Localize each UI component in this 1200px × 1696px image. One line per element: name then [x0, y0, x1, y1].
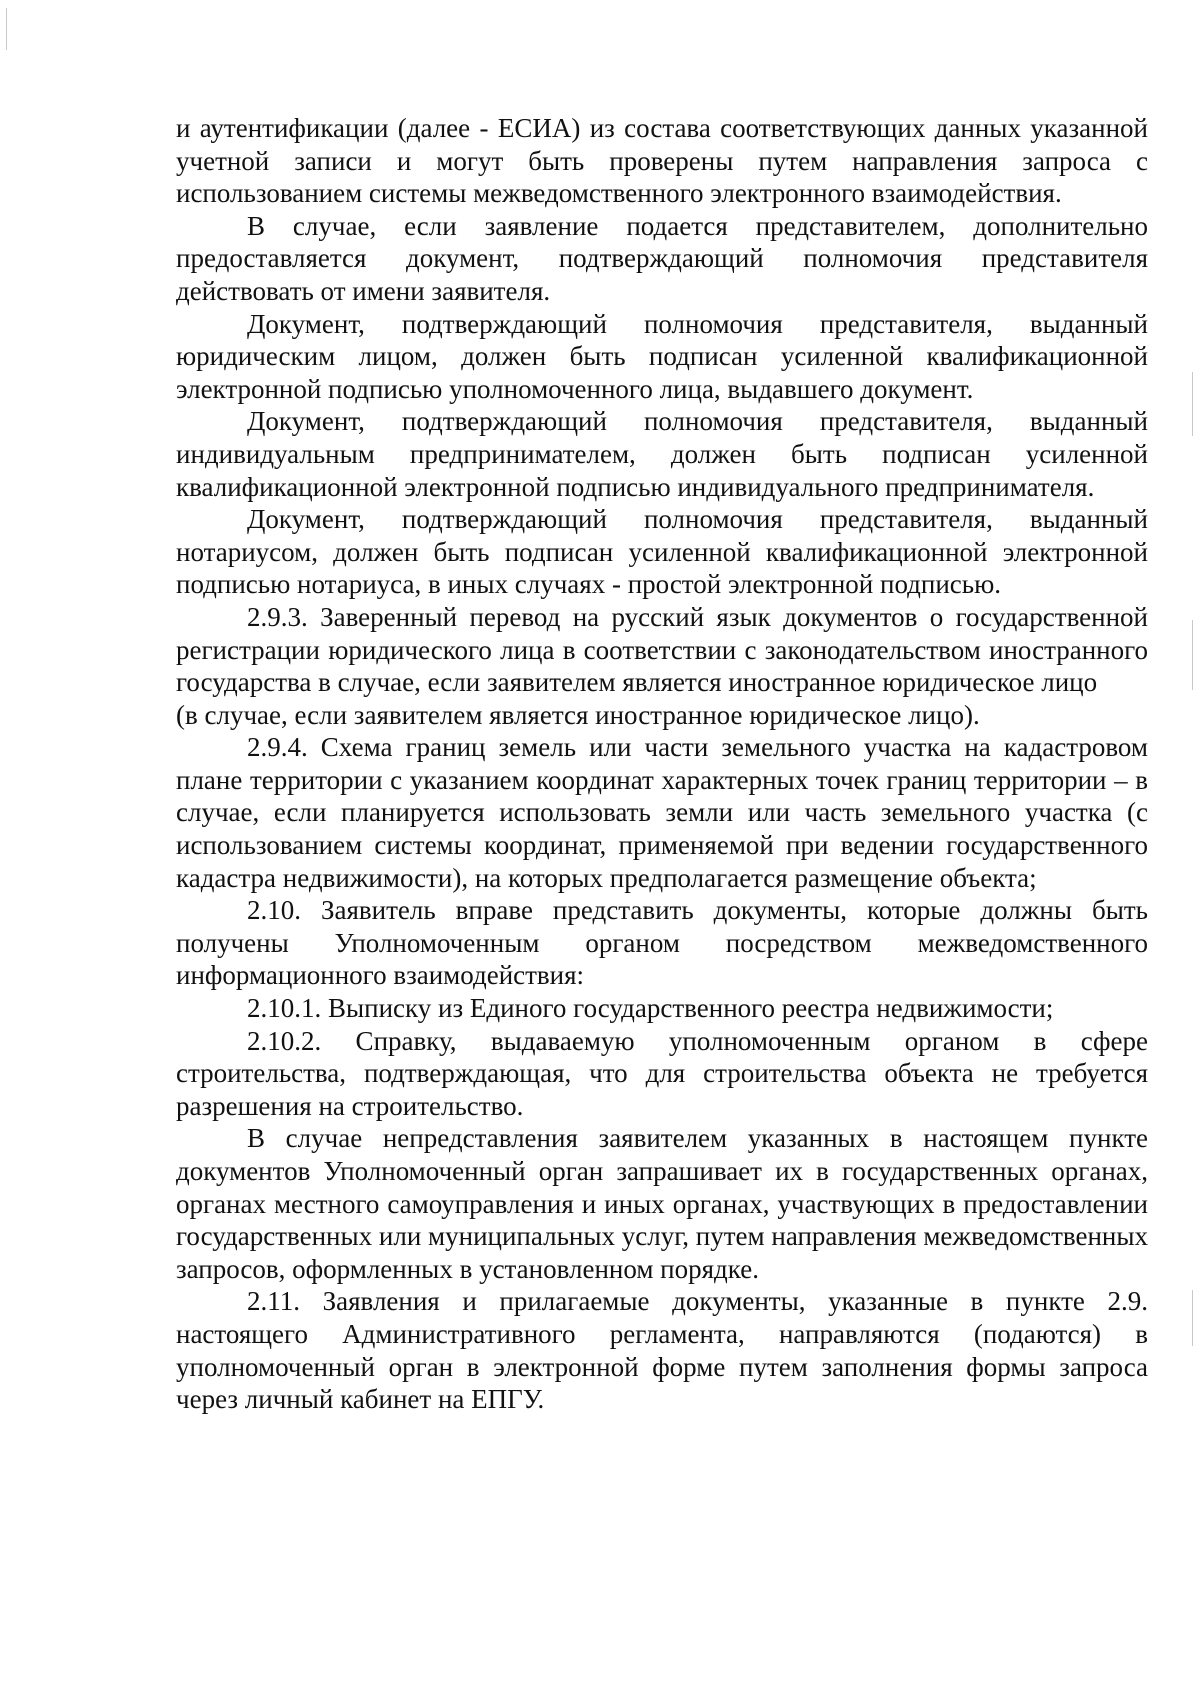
paragraph-representative: В случае, если заявление подается представителем, дополнительно предоставляется документ, подтверждающий полномочия представителя действовать от имени заявителя.	[176, 210, 1148, 306]
paragraph-2-9-4: 2.9.4. Схема границ земель или части земельного участка на кадастровом плане территории с указанием координат характерных точек границ территории – в случае, если планируется использовать земли или часть земельного участка (с использованием системы координат, применяемой при ведении государственного кадастра недвижимости), на которых предполагается размещение объекта;	[176, 732, 1148, 893]
paragraph-2-11: 2.11. Заявления и прилагаемые документы, указанные в пункте 2.9. настоящего Административного регламента, направляются (подаются) в уполномоченный орган в электронной форме путем заполнения формы запроса через личный кабинет на ЕПГУ.	[176, 1286, 1148, 1415]
paragraph-notary-signature: Документ, подтверждающий полномочия представителя, выданный нотариусом, должен быть подписан усиленной квалификационной электронной подписью нотариуса, в иных случаях - простой электронной подписью.	[176, 504, 1148, 600]
paragraph-2-10-1: 2.10.1. Выписку из Единого государственного реестра недвижимости;	[247, 993, 1054, 1024]
paragraph-2-9-3: 2.9.3. Заверенный перевод на русский язык документов о государственной регистрации юридического лица в соответствии с законодательством иностранного государства в случае, если заявителем является иностранное юридическое лицо	[176, 601, 1148, 698]
paragraph-2-9-3-note: (в случае, если заявителем является иностранное юридическое лицо).	[176, 699, 980, 730]
paragraph-2-10: 2.10. Заявитель вправе представить документы, которые должны быть получены Уполномоченным органом посредством межведомственного информационного взаимодействия:	[176, 895, 1148, 991]
document-body	[176, 112, 1148, 1416]
paragraph-non-submission: В случае непредставления заявителем указанных в настоящем пункте документов Уполномоченный орган запрашивает их в государственных органах, органах местного самоуправления и иных органах, участвующих в предоставлении государственных или муниципальных услуг, путем направления межведомственных запросов, оформленных в установленном порядке.	[176, 1123, 1148, 1284]
paragraph-esia-continuation: и аутентификации (далее - ЕСИА) из состава соответствующих данных указанной учетной записи и могут быть проверены путем направления запроса с использованием системы межведомственного электронного взаимодействия.	[176, 113, 1148, 209]
scan-edge-mark	[1192, 1290, 1193, 1346]
paragraph-legal-entity-signature: Документ, подтверждающий полномочия представителя, выданный юридическим лицом, должен быть подписан усиленной квалификационной электронной подписью уполномоченного лица, выдавшего документ.	[176, 308, 1148, 404]
paragraph-2-10-2: 2.10.2. Справку, выдаваемую уполномоченным органом в сфере строительства, подтверждающая, что для строительства объекта не требуется разрешения на строительство.	[176, 1025, 1148, 1121]
scan-edge-mark	[1192, 372, 1193, 436]
scan-edge-mark	[6, 8, 7, 50]
scan-edge-mark	[1192, 620, 1193, 690]
paragraph-entrepreneur-signature: Документ, подтверждающий полномочия представителя, выданный индивидуальным предпринимателем, должен быть подписан усиленной квалификационной электронной подписью индивидуального предпринимателя.	[176, 406, 1148, 502]
